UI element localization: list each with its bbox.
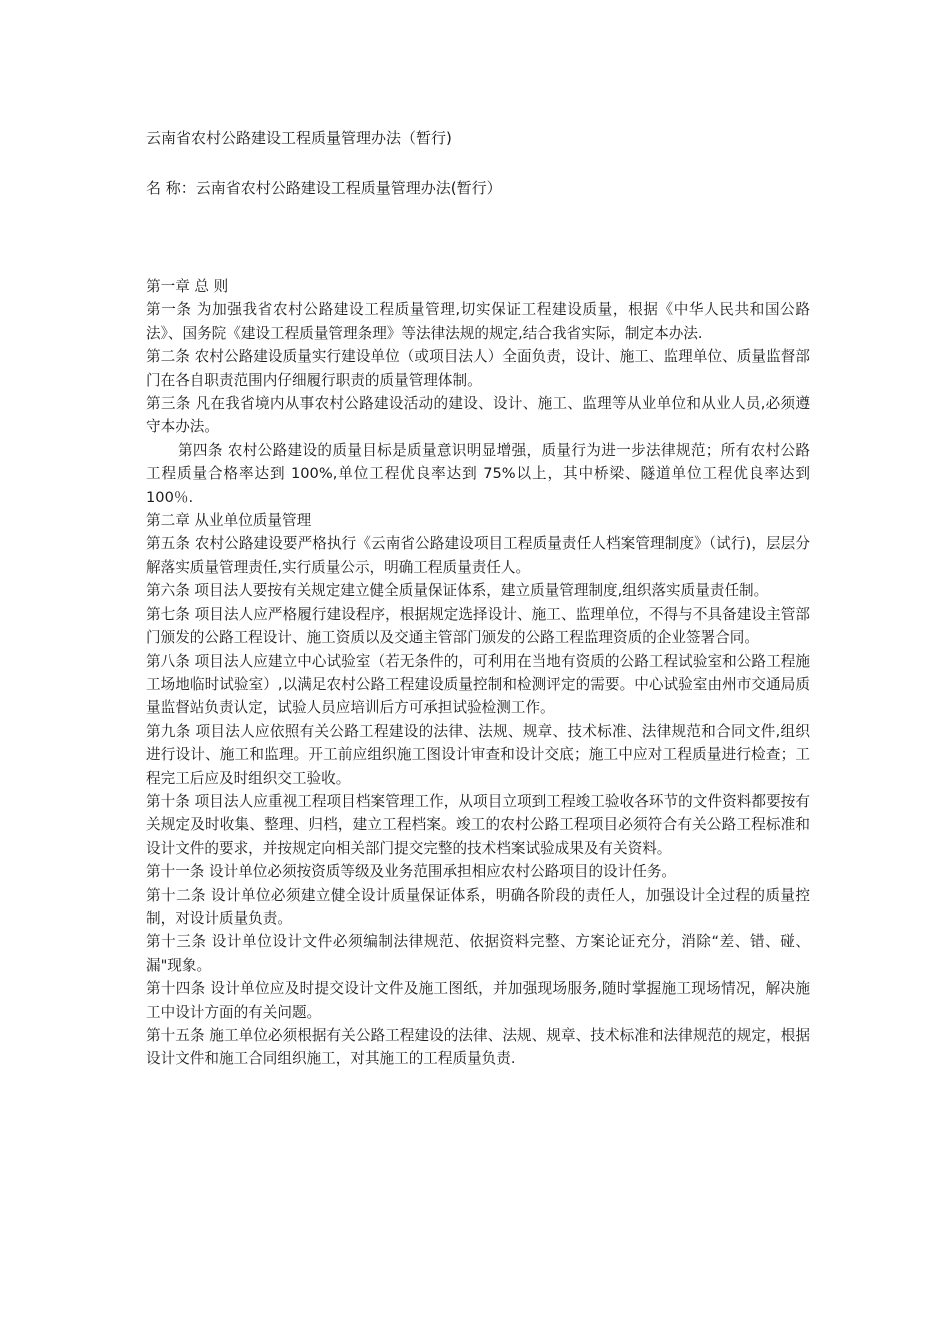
article-paragraph: 第五条 农村公路建设要严格执行《云南省公路建设项目工程质量责任人档案管理制度》（试行)，层层分解落实质量管理责任,实行质量公示，明确工程质量责任人。: [146, 535, 810, 576]
article-paragraph: 第三条 凡在我省境内从事农村公路建设活动的建设、设计、施工、监理等从业单位和从业人员,必须遵守本办法。: [146, 395, 810, 436]
article-paragraph: 第一条 为加强我省农村公路建设工程质量管理,切实保证工程建设质量，根据《中华人民共和国公路法》、国务院《建设工程质量管理条理》等法律法规的规定,结合我省实际，制定本办法.: [146, 301, 810, 342]
article-paragraph: 第十三条 设计单位设计文件必须编制法律规范、依据资料完整、方案论证充分，消除“差、错、碰、漏"现象。: [146, 933, 810, 974]
article-paragraph: 第十条 项目法人应重视工程项目档案管理工作，从项目立项到工程竣工验收各环节的文件资料都要按有关规定及时收集、整理、归档，建立工程档案。竣工的农村公路工程项目必须符合有关公路工程标准和设计文件的要求，并按规定向相关部门提交完整的技术档案试验成果及有关资料。: [146, 792, 810, 857]
article-paragraph: 第十二条 设计单位必须建立健全设计质量保证体系，明确各阶段的责任人，加强设计全过程的质量控制，对设计质量负责。: [146, 886, 810, 927]
article-paragraph: 第二条 农村公路建设质量实行建设单位（或项目法人）全面负责，设计、施工、监理单位、质量监督部门在各自职责范围内仔细履行职责的质量管理体制。: [146, 348, 810, 389]
article-paragraph: 第九条 项目法人应依照有关公路工程建设的法律、法规、规章、技术标准、法律规范和合同文件,组织进行设计、施工和监理。开工前应组织施工图设计审查和设计交底；施工中应对工程质量进行检查；工程完工后应及时组织交工验收。: [146, 722, 810, 787]
article-paragraph: 第十四条 设计单位应及时提交设计文件及施工图纸，并加强现场服务,随时掌握施工现场情况，解决施工中设计方面的有关问题。: [146, 980, 810, 1021]
article-paragraph: 第七条 项目法人应严格履行建设程序，根据规定选择设计、施工、监理单位，不得与不具备建设主管部门颁发的公路工程设计、施工资质以及交通主管部门颁发的公路工程监理资质的企业签署合同。: [146, 605, 810, 647]
document-body: [146, 275, 810, 1071]
document-name-line: 名 称：云南省农村公路建设工程质量管理办法(暂行）: [146, 179, 502, 197]
article-paragraph: 第八条 项目法人应建立中心试验室（若无条件的，可利用在当地有资质的公路工程试验室和公路工程施工场地临时试验室）,以满足农村公路工程建设质量控制和检测评定的需要。中心试验室由州市交通局质量监督站负责认定，试验人员应培训后方可承担试验检测工作。: [146, 652, 810, 717]
document-page: [146, 0, 810, 1344]
article-paragraph: 第十一条 设计单位必须按资质等级及业务范围承担相应农村公路项目的设计任务。: [146, 863, 677, 881]
article-paragraph: 第十五条 施工单位必须根据有关公路工程建设的法律、法规、规章、技术标准和法律规范的规定，根据设计文件和施工合同组织施工，对其施工的工程质量负责.: [146, 1027, 810, 1068]
chapter-heading: 第一章 总 则: [146, 278, 229, 295]
document-title: 云南省农村公路建设工程质量管理办法（暂行): [146, 129, 452, 147]
article-paragraph: 第四条 农村公路建设的质量目标是质量意识明显增强，质量行为进一步法律规范；所有农村公路工程质量合格率达到 100%,单位工程优良率达到 75%以上，其中桥梁、隧道单位工程优良率达到 100％.: [146, 441, 810, 506]
article-paragraph: 第六条 项目法人要按有关规定建立健全质量保证体系，建立质量管理制度,组织落实质量责任制。: [146, 582, 769, 600]
chapter-heading: 第二章 从业单位质量管理: [146, 512, 312, 530]
